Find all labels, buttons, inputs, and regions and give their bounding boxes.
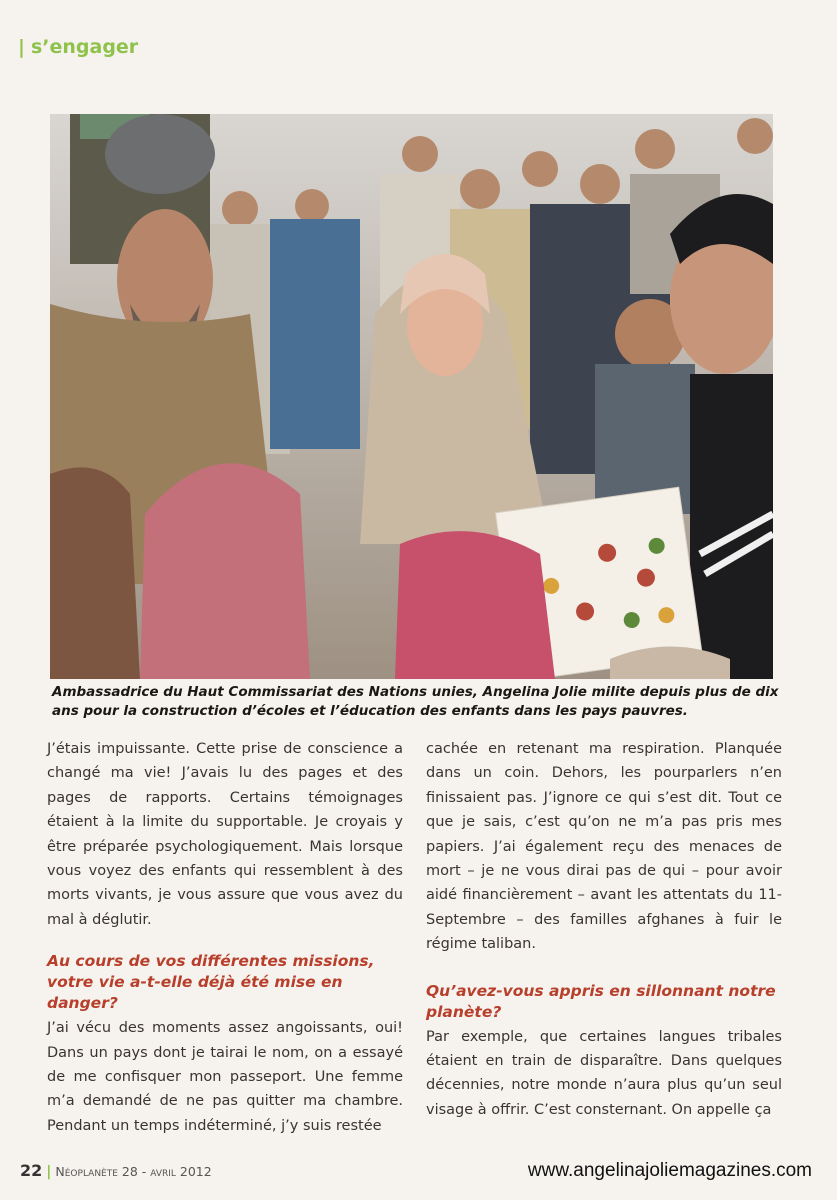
interview-question: Au cours de vos différentes missions, votre vie a-t-elle déjà été mise en danger? bbox=[47, 952, 375, 1013]
magazine-issue: Néoplanète 28 - avril 2012 bbox=[55, 1164, 212, 1179]
photo-illustration bbox=[50, 114, 773, 679]
interview-question: Qu’avez-vous appris en sillonnant notre planète? bbox=[426, 981, 776, 1021]
section-bar: | bbox=[18, 36, 25, 58]
left-column bbox=[47, 737, 403, 1138]
page-number: 22 bbox=[20, 1161, 43, 1180]
paragraph: Par exemple, que certaines langues tribales étaient en train de disparaître. Dans quelques décennies, notre monde n’aura plus qu’un seul visage à offrir. C’est consternant. On appelle ça bbox=[426, 1028, 782, 1118]
right-column bbox=[426, 737, 782, 1122]
footer-separator: | bbox=[46, 1164, 52, 1180]
paragraph: J’ai vécu des moments assez angoissants, oui! Dans un pays dont je tairai le nom, on a essayé de me confisquer mon passeport. Une femme m’a demandé de ne pas quitter ma chambre. Pendant un temps indéterminé, j’y suis restée bbox=[47, 1020, 403, 1134]
section-tag bbox=[18, 36, 138, 58]
page-footer bbox=[20, 1161, 212, 1180]
section-label: s’engager bbox=[30, 36, 139, 58]
paragraph: cachée en retenant ma respiration. Planquée dans un coin. Dehors, les pourparlers n’en finissaient pas. J’ignore ce qui s’est dit. Tout ce que je sais, c’est qu’on ne m’a pas pris mes papiers. J’ai également reçu des menaces de mort – je ne vous dirai pas de qui – pour avoir aidé financièrement – avant les attentats du 11-Septembre – des familles afghanes à fuir le régime taliban. bbox=[426, 741, 782, 953]
article-photo bbox=[50, 114, 773, 679]
paragraph: J’étais impuissante. Cette prise de conscience a changé ma vie! J’avais lu des pages et des pages de rapports. Certains témoignages étaient à la limite du supportable. Je croyais y être préparée psychologiquement. Mais lorsque vous voyez des enfants qui ressemblent à des morts vivants, je vous assure que vous avez du mal à déglutir. bbox=[47, 741, 403, 928]
website-url[interactable]: www.angelinajoliemagazines.com bbox=[527, 1160, 812, 1181]
photo-caption: Ambassadrice du Haut Commissariat des Nations unies, Angelina Jolie milite depuis plus de dix ans pour la construction d’écoles et l’éducation des enfants dans les pays pauvres. bbox=[52, 684, 779, 719]
